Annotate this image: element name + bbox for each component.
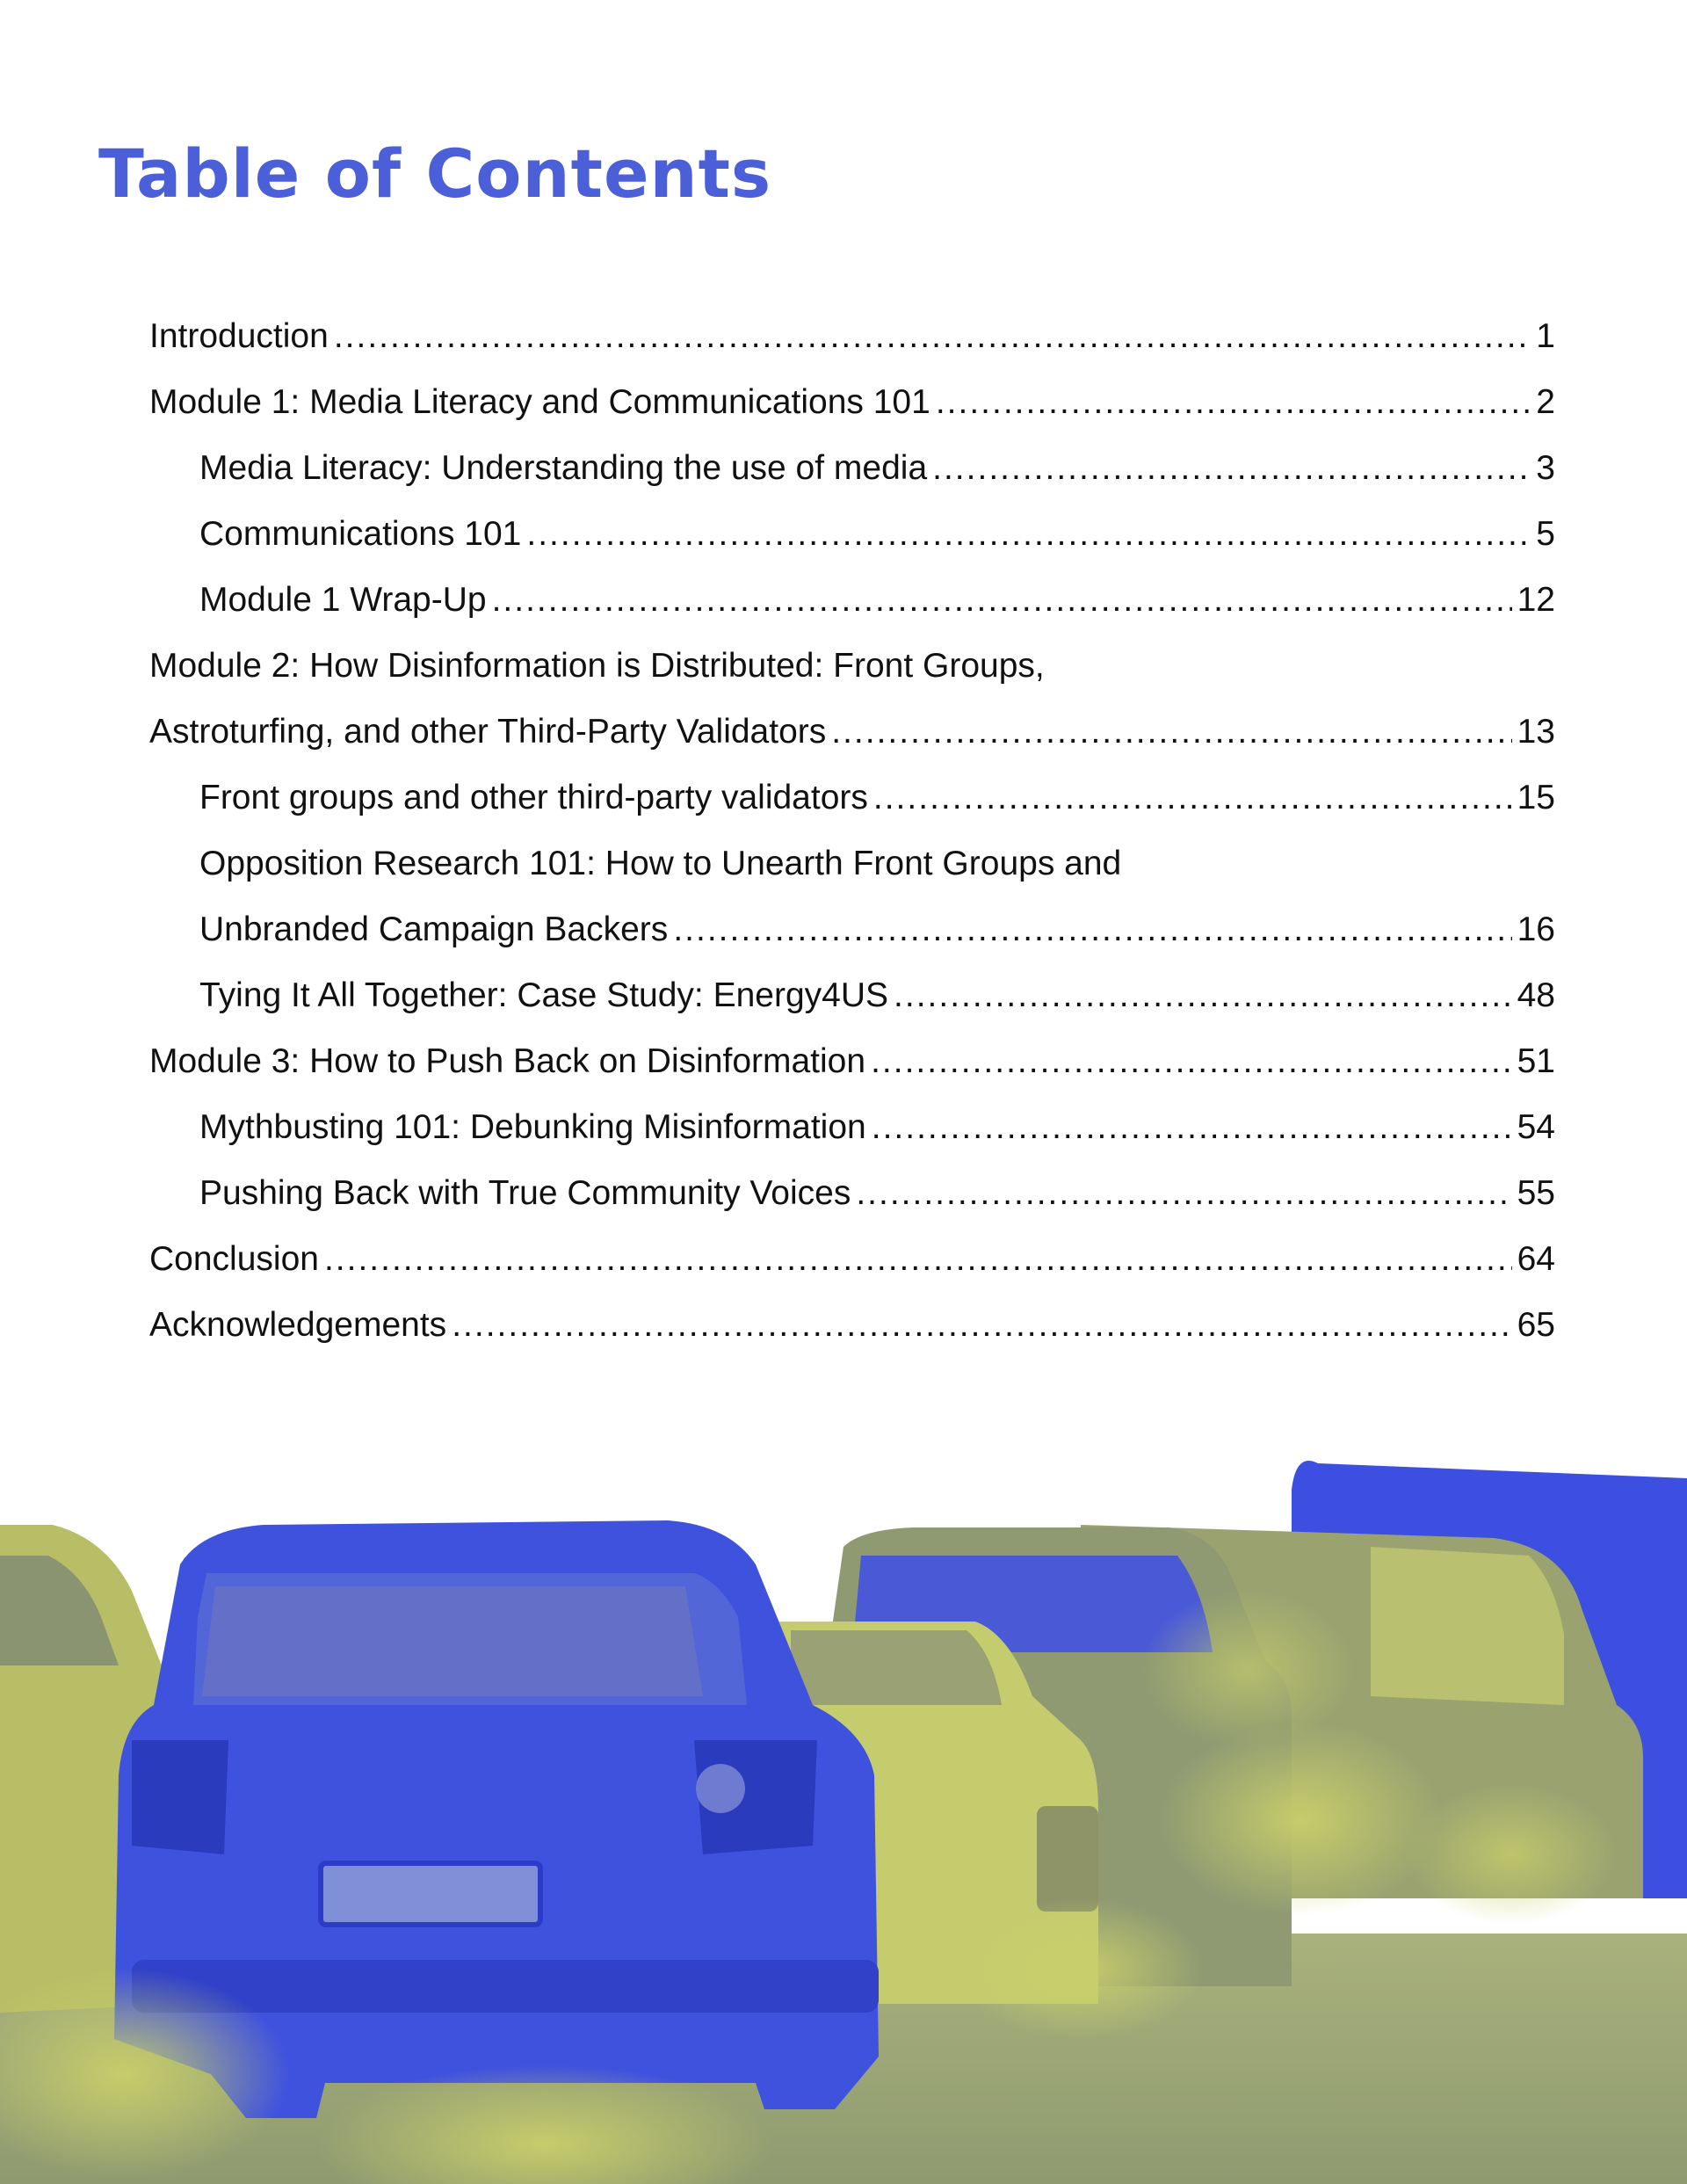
toc-entry-case-study[interactable] [149, 962, 1555, 1028]
dot-leader [526, 501, 1531, 567]
dot-leader [872, 1094, 1512, 1160]
toc-entry-label-line1: Opposition Research 101: How to Unearth Front Groups and [199, 845, 1122, 882]
dot-leader [894, 962, 1512, 1028]
toc-entry-label: Unbranded Campaign Backers [199, 911, 669, 948]
dot-leader [492, 567, 1512, 633]
toc-entry-label: Astroturfing, and other Third-Party Validators [149, 713, 827, 751]
table-of-contents [149, 303, 1555, 1358]
toc-entry-community-voices[interactable] [149, 1160, 1555, 1226]
toc-page-number: 12 [1517, 581, 1555, 619]
toc-entry-label: Media Literacy: Understanding the use of media [199, 449, 928, 487]
toc-entry-label: Communications 101 [199, 515, 522, 553]
toc-page-number: 2 [1536, 383, 1555, 421]
toc-entry-label-line1: Module 2: How Disinformation is Distributed: Front Groups, [149, 647, 1045, 685]
toc-entry-label: Module 1 Wrap-Up [199, 581, 487, 619]
toc-entry-label: Front groups and other third-party validators [199, 779, 868, 816]
toc-page-number: 51 [1517, 1042, 1555, 1080]
toc-page-number: 54 [1517, 1108, 1555, 1146]
dot-leader [324, 1226, 1512, 1292]
toc-entry-acknowledgements[interactable] [149, 1292, 1555, 1358]
dot-leader [334, 303, 1531, 369]
toc-entry-label: Module 3: How to Push Back on Disinformation [149, 1042, 866, 1080]
toc-entry-communications-101[interactable] [149, 501, 1555, 567]
dot-leader [673, 896, 1511, 962]
dot-leader [856, 1160, 1511, 1226]
toc-page-number: 5 [1536, 515, 1555, 553]
toc-entry-module-3[interactable] [149, 1028, 1555, 1094]
toc-page-number: 64 [1517, 1240, 1555, 1278]
toc-entry-label: Acknowledgements [149, 1306, 447, 1344]
dot-leader [452, 1292, 1511, 1358]
toc-page-number: 15 [1517, 779, 1555, 816]
toc-page-number: 1 [1536, 317, 1555, 355]
toc-entry-label: Module 1: Media Literacy and Communications 101 [149, 383, 930, 421]
toc-entry-front-groups[interactable] [149, 765, 1555, 831]
toc-entry-media-literacy[interactable] [149, 435, 1555, 501]
toc-page-number: 3 [1536, 449, 1555, 487]
toc-entry-mythbusting[interactable] [149, 1094, 1555, 1160]
traffic-exhaust-photo [0, 1441, 1687, 2184]
toc-entry-label: Tying It All Together: Case Study: Energy4US [199, 976, 889, 1014]
toc-entry-module-2[interactable] [149, 633, 1555, 765]
toc-entry-label: Mythbusting 101: Debunking Misinformation [199, 1108, 866, 1146]
toc-entry-label: Introduction [149, 317, 329, 355]
toc-page-number: 55 [1517, 1174, 1555, 1212]
dot-leader [831, 699, 1511, 765]
dot-leader [871, 1028, 1512, 1094]
toc-entry-module-1-wrap-up[interactable] [149, 567, 1555, 633]
toc-page-number: 16 [1517, 911, 1555, 948]
toc-page-number: 48 [1517, 976, 1555, 1014]
page-title: Table of Contents [98, 134, 772, 213]
toc-page-number: 65 [1517, 1306, 1555, 1344]
dot-leader [873, 765, 1512, 831]
toc-page-number: 13 [1517, 713, 1555, 751]
toc-entry-opposition-research[interactable] [149, 831, 1555, 962]
toc-entry-introduction[interactable] [149, 303, 1555, 369]
toc-entry-label: Pushing Back with True Community Voices [199, 1174, 851, 1212]
dot-leader [936, 369, 1531, 435]
dot-leader [932, 435, 1531, 501]
toc-entry-conclusion[interactable] [149, 1226, 1555, 1292]
toc-entry-module-1[interactable] [149, 369, 1555, 435]
toc-entry-label: Conclusion [149, 1240, 319, 1278]
